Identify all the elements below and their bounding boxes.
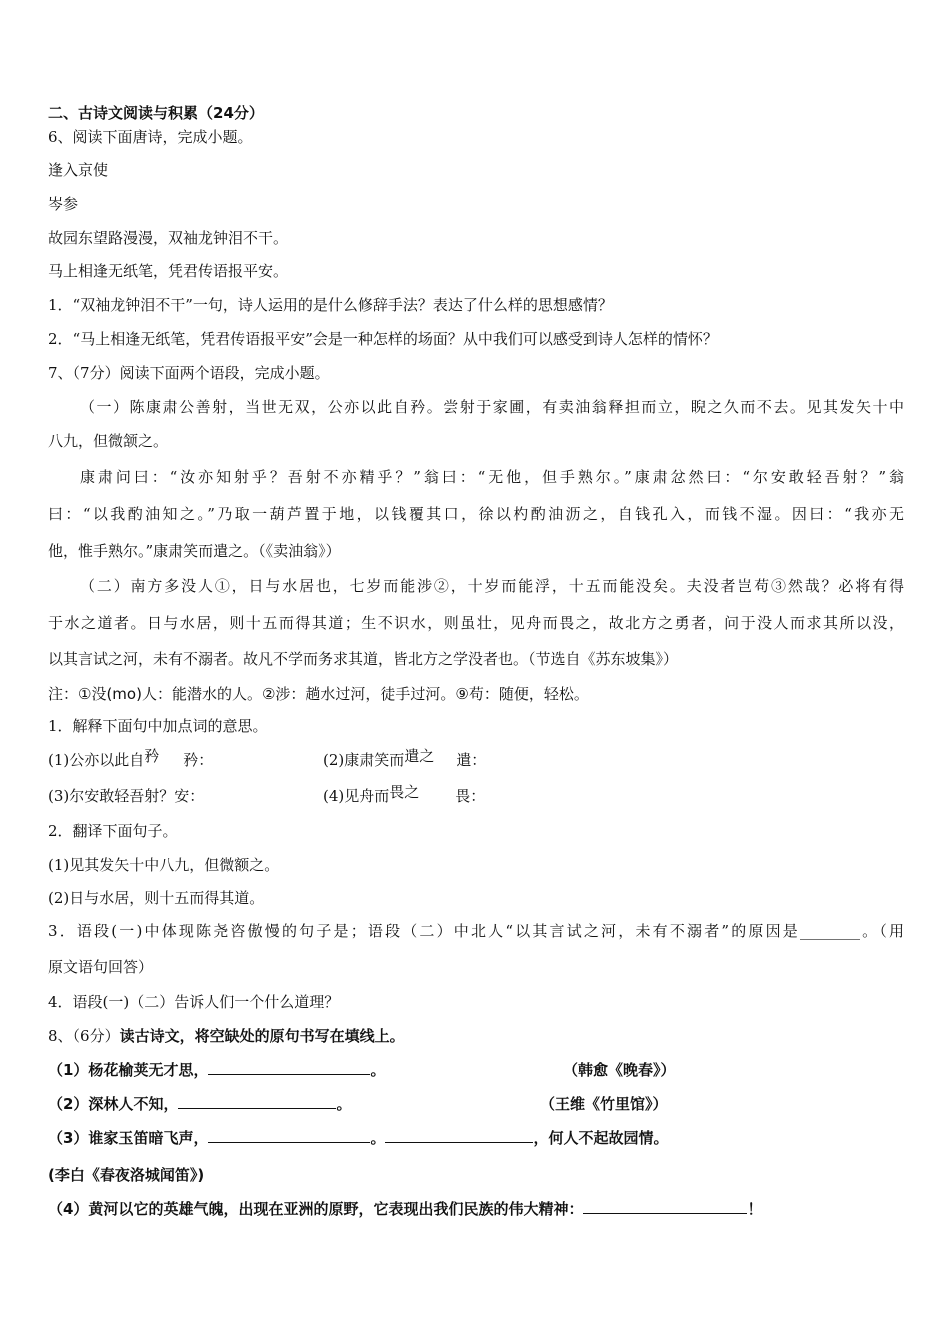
q7-sub4: 4．语段(一)（二）告诉人们一个什么道理？ bbox=[48, 993, 340, 1011]
passage2-line3: 以其言试之河，未有不溺者。故凡不学而务求其道，皆北方之学没者也。（节选自《苏东坡集》） bbox=[48, 650, 679, 668]
q7-intro: 7、（7分）阅读下面两个语段，完成小题。 bbox=[48, 364, 330, 382]
q7-sub2: 2．翻译下面句子。 bbox=[48, 822, 178, 840]
q7-sub1: 1．解释下面句中加点词的意思。 bbox=[48, 717, 268, 735]
fill-item-2-prompt: （2）深林人不知， bbox=[48, 1095, 179, 1113]
annotation-note: 注：①没(mo)人：能潜水的人。②涉：趟水过河，徒手过河。⑨苟：随便，轻松。 bbox=[48, 685, 589, 703]
fill-item-2-end: 。 bbox=[336, 1095, 352, 1113]
fill-item-1-end: 。 bbox=[370, 1061, 386, 1079]
vocab-item-1 bbox=[48, 747, 214, 770]
vocab-item-4-sentence: (4)见舟而 bbox=[323, 787, 390, 805]
passage2-line1: （二）南方多没人①，日与水居也，七岁而能涉②，十岁而能浮，十五而能没矣。夫没者岂苟③然哉？必将有得 bbox=[80, 577, 904, 595]
fill-item-2-source: （王维《竹里馆》） bbox=[540, 1095, 668, 1113]
passage1-line5: 他，惟手熟尔。”康肃笑而遣之。（《卖油翁》） bbox=[48, 542, 341, 560]
poem-title: 逢入京使 bbox=[48, 161, 109, 179]
fill-blank-3a[interactable] bbox=[208, 1128, 370, 1143]
fill-blank-2[interactable] bbox=[178, 1094, 336, 1109]
poem-author: 岑参 bbox=[48, 195, 79, 213]
vocab-item-4-answer: 畏： bbox=[455, 787, 486, 805]
fill-item-4-prompt: （4）黄河以它的英雄气魄，出现在亚洲的原野，它表现出我们民族的伟大精神： bbox=[48, 1200, 584, 1218]
poem-line-1: 故园东望路漫漫，双袖龙钟泪不干。 bbox=[48, 229, 289, 247]
fill-item-3 bbox=[48, 1128, 668, 1148]
q8-intro bbox=[48, 1026, 405, 1046]
fill-item-3-prompt: （3）谁家玉笛暗飞声， bbox=[48, 1129, 209, 1147]
section-title: 二、古诗文阅读与积累（24分） bbox=[48, 104, 264, 122]
vocab-item-4 bbox=[323, 783, 486, 806]
vocab-item-2-answer: 遣： bbox=[456, 751, 487, 769]
vocab-item-2-sentence: (2)康肃笑而 bbox=[323, 751, 405, 769]
vocab-item-2-word: 遣之 bbox=[404, 747, 435, 765]
fill-item-4 bbox=[48, 1199, 762, 1219]
vocab-item-3: (3)尔安敢轻吾射？安： bbox=[48, 787, 205, 805]
passage1-line3: 康肃问曰：“汝亦知射乎？吾射不亦精乎？”翁曰：“无他，但手熟尔。”康肃忿然曰：“尔安敢轻吾射？”翁 bbox=[80, 468, 904, 486]
q7-sub3-line1: 3．语段(一)中体现陈尧咨傲慢的句子是；语段（二）中北人“以其言试之河，未有不溺者”的原因是________。（用 bbox=[48, 922, 904, 940]
fill-blank-1[interactable] bbox=[208, 1060, 370, 1075]
fill-item-3-mid: 。 bbox=[370, 1129, 386, 1147]
fill-blank-3b[interactable] bbox=[385, 1128, 533, 1143]
q6-sub2: 2．“马上相逢无纸笔，凭君传语报平安”会是一种怎样的场面？从中我们可以感受到诗人怎样的情怀？ bbox=[48, 330, 718, 348]
translate-1: (1)见其发矢十中八九，但微额之。 bbox=[48, 856, 280, 874]
q6-intro: 6、阅读下面唐诗，完成小题。 bbox=[48, 128, 253, 146]
q8-instruction: 读古诗文，将空缺处的原句书写在填线上。 bbox=[119, 1027, 405, 1045]
q8-number: 8、（6分） bbox=[48, 1027, 120, 1045]
passage1-line2: 八九，但微颔之。 bbox=[48, 432, 169, 450]
fill-item-2 bbox=[48, 1094, 351, 1114]
fill-item-1 bbox=[48, 1060, 385, 1080]
q7-sub3-line2: 原文语句回答） bbox=[48, 958, 154, 976]
vocab-item-1-answer: 矜： bbox=[183, 751, 214, 769]
poem-line-2: 马上相逢无纸笔，凭君传语报平安。 bbox=[48, 262, 289, 280]
fill-item-1-source: （韩愈《晚春》） bbox=[563, 1061, 676, 1079]
passage1-line1: （一）陈康肃公善射，当世无双，公亦以此自矜。尝射于家圃，有卖油翁释担而立，睨之久而不去。见其发矢十中 bbox=[80, 398, 904, 416]
fill-item-4-end: ！ bbox=[747, 1200, 763, 1218]
passage1-line4: 曰：“以我酌油知之。”乃取一葫芦置于地，以钱覆其口，徐以杓酌油沥之，自钱孔入，而钱不湿。因曰：“我亦无 bbox=[48, 505, 904, 523]
fill-item-1-prompt: （1）杨花榆荚无才思， bbox=[48, 1061, 209, 1079]
fill-item-3-end: ，何人不起故园情。 bbox=[533, 1129, 669, 1147]
q6-sub1: 1．“双袖龙钟泪不干”一句，诗人运用的是什么修辞手法？表达了什么样的思想感情？ bbox=[48, 296, 613, 314]
vocab-item-1-word: 矜 bbox=[144, 747, 160, 765]
fill-blank-4[interactable] bbox=[583, 1199, 747, 1214]
vocab-item-4-word: 畏之 bbox=[389, 783, 420, 801]
vocab-item-2 bbox=[323, 747, 487, 770]
fill-item-3-source: (李白《春夜洛城闻笛》) bbox=[48, 1166, 205, 1184]
vocab-item-1-sentence: (1)公亦以此自 bbox=[48, 751, 145, 769]
passage2-line2: 于水之道者。日与水居，则十五而得其道；生不识水，则虽壮，见舟而畏之，故北方之勇者，问于没人而求其所以没， bbox=[48, 614, 904, 632]
translate-2: (2)日与水居，则十五而得其道。 bbox=[48, 889, 265, 907]
